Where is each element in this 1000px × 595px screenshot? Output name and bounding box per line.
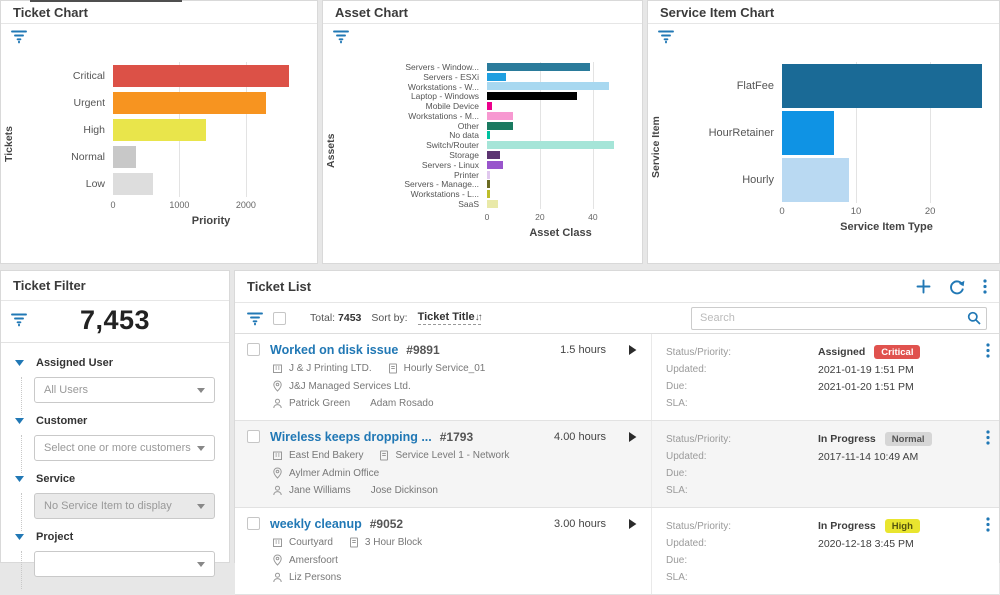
ticket-contract: 3 Hour Block [364,537,423,548]
x-tick-label: 20 [924,206,936,217]
plot-area [487,62,614,209]
panel-title: Service Item Chart [660,4,775,20]
chart-category-label: Servers - Linux [421,159,479,170]
priority-badge: Critical [874,345,920,359]
play-icon[interactable] [628,519,637,529]
ticket-resource: Jane Williams [289,485,351,496]
panel-header [1,1,317,24]
chart-bar-row [487,62,614,72]
cropped-edge-artifact [30,0,182,2]
location-icon [272,554,283,566]
chart-category-label: Switch/Router [426,140,479,151]
chart-bar-row [113,170,289,197]
updated-field-label: Updated: [666,451,707,462]
chart-bar-row [487,170,614,180]
ticket-location: Aylmer Admin Office [289,467,380,479]
chart-category-label: SaaS [458,199,479,210]
chevron-down-icon [197,446,205,451]
chart-bar[interactable] [782,158,849,202]
chart-bar-row [487,91,614,101]
x-axis-label: Priority [191,215,231,227]
chart-bar[interactable] [487,122,513,130]
chart-category-label: Other [457,120,479,131]
chart-category-label: No data [449,130,479,141]
ticket-filter-panel [0,270,230,563]
chart-bar-row [487,140,614,150]
row-menu-icon[interactable] [986,430,990,445]
filter-dropdown[interactable] [34,435,215,461]
status-field-label: Status/Priority: [666,433,732,445]
chart-bar[interactable] [113,92,266,114]
x-axis-ticks [110,197,289,211]
collapse-caret-icon[interactable] [15,476,24,482]
x-tick-label: 0 [110,200,116,210]
chart-bar[interactable] [113,119,206,141]
due-field-label: Due: [666,555,688,566]
x-axis-label: Service Item Type [840,221,933,233]
x-tick-label: 40 [588,211,598,222]
chevron-down-icon [197,388,205,393]
panel-title: Ticket Filter [13,278,86,293]
y-axis-label: Tickets [3,126,15,163]
chart-bar[interactable] [487,180,490,188]
play-icon[interactable] [628,345,637,355]
ticket-checkbox[interactable] [247,517,260,530]
panel-title: Asset Chart [335,4,408,20]
chart-bar[interactable] [113,173,153,195]
status-field-label: Status/Priority: [666,346,732,358]
ticket-updated: 2021-01-19 1:51 PM [818,363,914,376]
chart-category-label: Urgent [73,96,105,109]
due-field-label: Due: [666,381,688,392]
play-icon[interactable] [628,432,637,442]
filter-section-label: Customer [36,415,88,427]
chart-bar[interactable] [113,146,136,168]
sla-field-label: SLA: [666,572,688,583]
filter-section-label: Assigned User [36,357,114,369]
dropdown-value: No Service Item to display [44,500,172,512]
priority-badge: High [885,519,920,533]
category-labels [357,62,487,209]
ticket-resource: Liz Persons [289,572,342,583]
panel-title: Ticket Chart [13,4,88,20]
sort-direction-icon: ↓↑ [474,312,481,323]
filter-section [1,531,229,577]
search-icon[interactable] [967,311,981,325]
select-all-checkbox[interactable] [273,312,286,325]
plot-area [113,62,289,197]
x-tick-label: 2000 [235,200,256,210]
chart-bar[interactable] [487,171,490,179]
ticket-updated: 2017-11-14 10:49 AM [818,450,919,463]
chart-bar[interactable] [487,151,500,159]
x-tick-label: 20 [535,211,545,222]
panel-header [235,271,999,303]
chart-bar[interactable] [113,65,289,87]
collapse-caret-icon[interactable] [15,418,24,424]
chart-bar-row [487,121,614,131]
resource-icon [272,572,283,583]
company-icon [272,363,283,374]
chart-category-label: Critical [72,69,105,82]
chart-bar-row [487,82,614,92]
dropdown-value: Select one or more customers [44,442,191,454]
panel-header [1,271,229,301]
sla-field-label: SLA: [666,485,688,496]
ticket-status: In Progress High [818,519,920,533]
ticket-title-link[interactable]: Worked on disk issue [270,343,399,357]
ticket-list-panel [234,270,1000,583]
chart-bar[interactable] [487,161,503,169]
x-tick-label: 0 [779,206,785,217]
chart-category-label: Hourly [742,173,774,186]
x-tick-label: 10 [850,206,862,217]
ticket-resource: Jose Dickinson [370,485,438,496]
ticket-contract: Hourly Service_01 [403,363,486,374]
ticket-title-link[interactable]: Wireless keeps dropping ... [270,430,432,444]
row-menu-icon[interactable] [986,517,990,532]
ticket-row[interactable] [235,421,999,508]
ticket-company: J & J Printing LTD. [289,363,372,374]
chart-bar-row [487,101,614,111]
chart-bar-row [487,180,614,190]
filter-dropdown[interactable] [34,377,215,403]
sort-control[interactable]: Ticket Title↓↑ [417,311,481,323]
chart-bar[interactable] [487,200,498,208]
chart-category-label: HourRetainer [708,126,774,139]
updated-field-label: Updated: [666,364,707,375]
row-menu-icon[interactable] [986,343,990,358]
ticket-hours: 4.00 hours [554,431,606,443]
ticket-hours: 1.5 hours [560,344,606,356]
ticket-checkbox[interactable] [247,343,260,356]
ticket-status: In Progress Normal [818,432,932,446]
filter-section-label: Project [36,531,74,543]
collapse-caret-icon[interactable] [15,360,24,366]
contract-icon [349,537,359,548]
contract-icon [388,363,398,374]
filter-icon[interactable] [333,30,349,43]
ticket-count: 7,453 [79,305,151,335]
resource-icon [272,398,283,409]
chart-category-label: Servers - Manage... [404,179,479,190]
chart-category-label: Servers - Window... [405,61,479,72]
ticket-hours: 3.00 hours [554,518,606,530]
ticket-resource: Adam Rosado [370,398,434,409]
chevron-down-icon [197,504,205,509]
ticket-checkbox[interactable] [247,430,260,443]
ticket-id: #1793 [439,430,474,444]
chart-bar[interactable] [487,102,492,110]
chart-bar-row [487,160,614,170]
chart-bar[interactable] [487,141,614,149]
filter-section [1,473,229,519]
chart-bar-row [487,131,614,141]
ticket-company: East End Bakery [289,450,364,461]
chart-category-label: Normal [71,150,105,163]
refresh-icon[interactable] [949,279,965,295]
chart-category-label: Storage [449,150,479,161]
service-item-chart-panel [647,0,1000,264]
category-labels [682,62,782,203]
panel-menu-icon[interactable] [983,279,987,294]
filter-section-label: Service [36,473,76,485]
filter-icon[interactable] [658,30,674,43]
ticket-updated: 2020-12-18 3:45 PM [818,537,914,550]
ticket-id: #9052 [369,517,404,531]
filter-section [1,415,229,461]
chart-category-label: Workstations - L... [410,189,479,200]
chart-category-label: Workstations - W... [407,81,479,92]
ticket-row[interactable] [235,508,999,595]
chart-bar[interactable] [487,112,513,120]
y-axis-label: Assets [325,133,337,168]
chart-bar-row [113,89,289,116]
resource-icon [272,485,283,496]
location-icon [272,467,283,479]
chart-category-label: Mobile Device [425,101,479,112]
contract-icon [379,450,389,461]
x-axis-label: Asset Class [529,226,592,239]
ticket-contract: Service Level 1 - Network [395,450,510,461]
chart-bar-row [113,62,289,89]
chart-category-label: Low [85,177,105,190]
status-field-label: Status/Priority: [666,520,732,532]
filter-icon[interactable] [247,312,263,325]
chart-category-label: Printer [453,169,479,180]
ticket-id: #9891 [406,343,440,357]
add-ticket-icon[interactable] [916,279,931,294]
chart-category-label: Workstations - M... [408,110,479,121]
chart-bar[interactable] [782,64,982,108]
chart-bar-row [782,62,982,109]
chart-category-label: High [83,123,105,136]
chart-category-label: FlatFee [736,79,774,92]
x-tick-label: 1000 [169,200,190,210]
dropdown-value: All Users [44,384,89,396]
company-icon [272,450,283,461]
chart-category-label: Servers - ESXi [423,71,479,82]
company-icon [272,537,283,548]
filter-section [1,357,229,403]
panel-header [323,1,642,24]
chart-bar[interactable] [487,190,490,198]
chart-bar[interactable] [487,92,577,100]
chart-bar-row [113,143,289,170]
sla-field-label: SLA: [666,398,688,409]
chart-bar[interactable] [487,82,609,90]
chart-bar[interactable] [487,63,590,71]
chart-bar-row [487,150,614,160]
panel-title: Ticket List [247,279,312,294]
sort-by-label: Sort by: [371,312,408,324]
ticket-location: J&J Managed Services Ltd. [289,380,411,392]
ticket-company: Courtyard [289,537,333,548]
due-field-label: Due: [666,468,688,479]
ticket-due: 2021-01-20 1:51 PM [818,380,914,393]
chart-bar-row [782,109,982,156]
chart-bar-row [487,199,614,209]
x-axis-ticks [484,209,614,223]
plot-area [782,62,982,203]
updated-field-label: Updated: [666,538,707,549]
ticket-status: Assigned Critical [818,345,920,359]
ticket-chart-panel [0,0,318,264]
total-count: Total: 7453 [310,312,362,324]
chart-bar-row [487,72,614,82]
chart-bar[interactable] [487,73,506,81]
priority-badge: Normal [885,432,932,446]
collapse-caret-icon[interactable] [15,534,24,540]
chart-bar-row [782,156,982,203]
location-icon [272,380,283,392]
ticket-title-link[interactable]: weekly cleanup [270,517,362,531]
chart-bar[interactable] [487,131,490,139]
list-toolbar [235,303,999,334]
ticket-row[interactable] [235,334,999,421]
ticket-resource: Patrick Green [289,398,351,409]
category-labels [35,62,113,197]
chart-bar-row [487,189,614,199]
x-axis-ticks [779,203,982,217]
filter-dropdown[interactable] [34,493,215,519]
chart-bar[interactable] [782,111,834,155]
ticket-location: Amersfoort [289,554,338,566]
filter-dropdown[interactable] [34,551,215,577]
filter-icon[interactable] [11,30,27,43]
search-input[interactable] [691,307,987,330]
asset-chart-panel [322,0,643,264]
chart-bar-row [113,116,289,143]
chevron-down-icon [197,562,205,567]
panel-header [648,1,999,24]
y-axis-label: Service Item [650,116,662,179]
chart-category-label: Laptop - Windows [410,91,479,102]
chart-bar-row [487,111,614,121]
x-tick-label: 0 [484,211,490,222]
